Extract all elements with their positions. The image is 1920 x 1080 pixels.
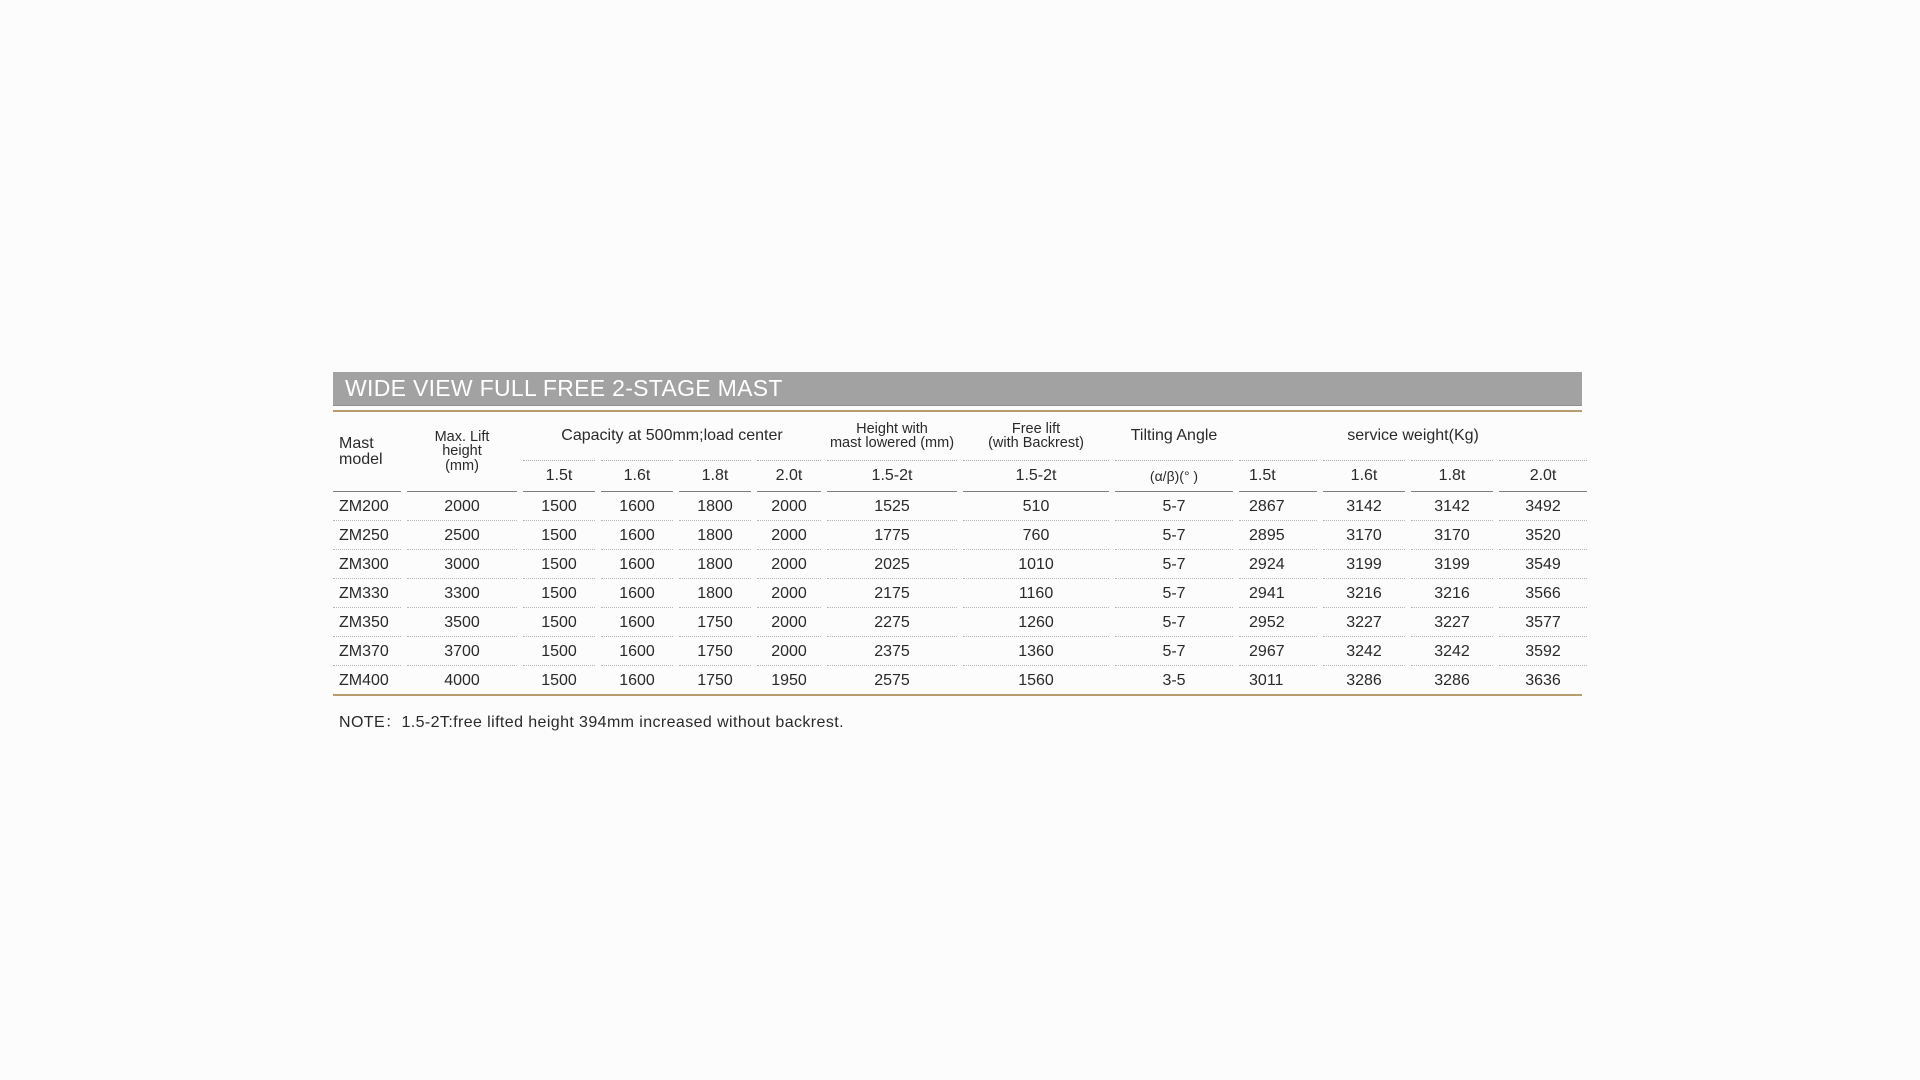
table-cell: 2000 bbox=[757, 579, 821, 608]
table-cell: 1800 bbox=[679, 550, 751, 579]
table-cell: 3199 bbox=[1323, 550, 1405, 579]
table-cell: 3520 bbox=[1499, 521, 1587, 550]
table-cell: 1750 bbox=[679, 637, 751, 666]
table-cell: 3142 bbox=[1411, 492, 1493, 521]
table-cell: 3500 bbox=[407, 608, 517, 637]
table-cell: 1775 bbox=[827, 521, 957, 550]
subheader-weight-2: 1.6t bbox=[1323, 460, 1405, 492]
table-cell: 3636 bbox=[1525, 671, 1561, 689]
table-cell: 2000 bbox=[757, 550, 821, 579]
table-cell: 3227 bbox=[1323, 608, 1405, 637]
table-cell: 1500 bbox=[523, 608, 595, 637]
table-cell: 2895 bbox=[1239, 521, 1317, 550]
table-cell: 2025 bbox=[827, 550, 957, 579]
table-cell: 3492 bbox=[1499, 492, 1587, 521]
table-cell: 3227 bbox=[1411, 608, 1493, 637]
table-cell: 1525 bbox=[827, 492, 957, 521]
table-cell: 3-5 bbox=[1162, 671, 1186, 689]
table-cell: 3700 bbox=[407, 637, 517, 666]
subheader-capacity-1: 1.5t bbox=[523, 460, 595, 492]
table-cell: 2000 bbox=[407, 492, 517, 521]
table-cell: 3170 bbox=[1411, 521, 1493, 550]
header-max-lift: Max. Lift height (mm) bbox=[407, 412, 517, 492]
subheader-capacity-4: 2.0t bbox=[757, 460, 821, 492]
table-cell: 2375 bbox=[827, 637, 957, 666]
subheader-weight-1: 1.5t bbox=[1239, 460, 1317, 492]
subheader-weight-4: 2.0t bbox=[1499, 460, 1587, 492]
table-cell: ZM370 bbox=[333, 637, 401, 666]
table-title: WIDE VIEW FULL FREE 2-STAGE MAST bbox=[333, 372, 1582, 406]
subheader-weight-3: 1.8t bbox=[1411, 460, 1493, 492]
table-cell: 1360 bbox=[963, 637, 1109, 666]
table-cell: 2952 bbox=[1239, 608, 1317, 637]
table-cell: 1500 bbox=[523, 637, 595, 666]
table-cell: 2000 bbox=[757, 492, 821, 521]
table-cell: ZM330 bbox=[333, 579, 401, 608]
table-row bbox=[333, 521, 1587, 550]
table-cell: 2000 bbox=[757, 608, 821, 637]
subheader-free-lift: 1.5-2t bbox=[963, 460, 1109, 492]
table-cell: 1600 bbox=[601, 550, 673, 579]
table-cell: 1950 bbox=[771, 671, 807, 689]
header-tilting-angle: Tilting Angle bbox=[1130, 427, 1218, 444]
subheader-height-lowered: 1.5-2t bbox=[827, 460, 957, 492]
table-cell: 5-7 bbox=[1115, 608, 1233, 637]
table-cell: 5-7 bbox=[1115, 550, 1233, 579]
header-capacity: Capacity at 500mm;load center bbox=[561, 427, 783, 444]
table-cell: 3199 bbox=[1411, 550, 1493, 579]
table-cell: 2941 bbox=[1239, 579, 1317, 608]
header-mast-model: Mast model bbox=[333, 412, 401, 492]
table-cell: 1800 bbox=[679, 492, 751, 521]
table-cell: 1600 bbox=[601, 608, 673, 637]
table-cell: 1600 bbox=[619, 671, 655, 689]
subheader-capacity-2: 1.6t bbox=[601, 460, 673, 492]
table-cell: 1750 bbox=[679, 608, 751, 637]
table-cell: 2500 bbox=[407, 521, 517, 550]
table-cell: 3592 bbox=[1499, 637, 1587, 666]
table-cell: 1750 bbox=[697, 671, 733, 689]
table-cell: 760 bbox=[963, 521, 1109, 550]
table-body bbox=[333, 492, 1587, 694]
table-cell: 3577 bbox=[1499, 608, 1587, 637]
spec-sheet bbox=[333, 372, 1582, 732]
table-cell: 5-7 bbox=[1115, 521, 1233, 550]
table-cell: 3286 bbox=[1434, 671, 1470, 689]
table-cell: 2575 bbox=[874, 671, 910, 689]
table-cell: 1010 bbox=[963, 550, 1109, 579]
table-cell: 2967 bbox=[1239, 637, 1317, 666]
header-service-weight: service weight(Kg) bbox=[1347, 427, 1479, 444]
table-row bbox=[333, 550, 1587, 579]
table-row bbox=[333, 579, 1587, 608]
table-cell: 3242 bbox=[1323, 637, 1405, 666]
table-cell: 3242 bbox=[1411, 637, 1493, 666]
table-cell: ZM350 bbox=[333, 608, 401, 637]
table-cell: 3300 bbox=[407, 579, 517, 608]
table-cell: 1600 bbox=[601, 579, 673, 608]
table-row bbox=[333, 637, 1587, 666]
header-height-lowered: Height with mast lowered (mm) bbox=[829, 420, 955, 451]
table-cell: 1500 bbox=[523, 492, 595, 521]
table-row bbox=[333, 608, 1587, 637]
mast-spec-table bbox=[327, 412, 1593, 694]
table-row bbox=[333, 492, 1587, 521]
table-cell: 1160 bbox=[963, 579, 1109, 608]
table-cell: 1800 bbox=[679, 521, 751, 550]
table-cell: 3142 bbox=[1323, 492, 1405, 521]
table-cell: 3216 bbox=[1323, 579, 1405, 608]
table-cell: 1560 bbox=[1018, 671, 1054, 689]
table-cell: 2275 bbox=[827, 608, 957, 637]
table-cell: 3549 bbox=[1499, 550, 1587, 579]
table-cell: 1500 bbox=[523, 550, 595, 579]
table-cell: 1600 bbox=[601, 492, 673, 521]
table-cell: 1800 bbox=[679, 579, 751, 608]
table-cell: ZM400 bbox=[339, 671, 389, 689]
table-cell: 5-7 bbox=[1115, 579, 1233, 608]
bottom-rule bbox=[333, 694, 1582, 696]
table-cell: 3286 bbox=[1346, 671, 1382, 689]
table-cell: 3170 bbox=[1323, 521, 1405, 550]
subheader-tilting: (α/β)(° ) bbox=[1115, 460, 1233, 492]
table-cell: 5-7 bbox=[1115, 637, 1233, 666]
table-cell: 1600 bbox=[601, 521, 673, 550]
table-cell: 2924 bbox=[1239, 550, 1317, 579]
table-cell: 3000 bbox=[407, 550, 517, 579]
table-row bbox=[333, 666, 1587, 694]
table-cell: ZM300 bbox=[333, 550, 401, 579]
header-free-lift: Free lift (with Backrest) bbox=[988, 420, 1084, 451]
subheader-capacity-3: 1.8t bbox=[679, 460, 751, 492]
table-cell: 2867 bbox=[1239, 492, 1317, 521]
table-cell: 2000 bbox=[757, 521, 821, 550]
table-cell: 1260 bbox=[963, 608, 1109, 637]
table-cell: 510 bbox=[963, 492, 1109, 521]
table-cell: 1500 bbox=[541, 671, 577, 689]
table-cell: ZM250 bbox=[333, 521, 401, 550]
table-cell: 1500 bbox=[523, 579, 595, 608]
table-cell: 3216 bbox=[1411, 579, 1493, 608]
table-cell: 2000 bbox=[757, 637, 821, 666]
table-cell: ZM200 bbox=[333, 492, 401, 521]
table-cell: 1500 bbox=[523, 521, 595, 550]
table-cell: 5-7 bbox=[1115, 492, 1233, 521]
table-cell: 3011 bbox=[1249, 671, 1284, 689]
table-note: NOTE：1.5-2T:free lifted height 394mm increased without backrest. bbox=[339, 714, 844, 731]
table-cell: 1600 bbox=[601, 637, 673, 666]
table-cell: 2175 bbox=[827, 579, 957, 608]
table-cell: 3566 bbox=[1499, 579, 1587, 608]
table-cell: 4000 bbox=[444, 671, 480, 689]
